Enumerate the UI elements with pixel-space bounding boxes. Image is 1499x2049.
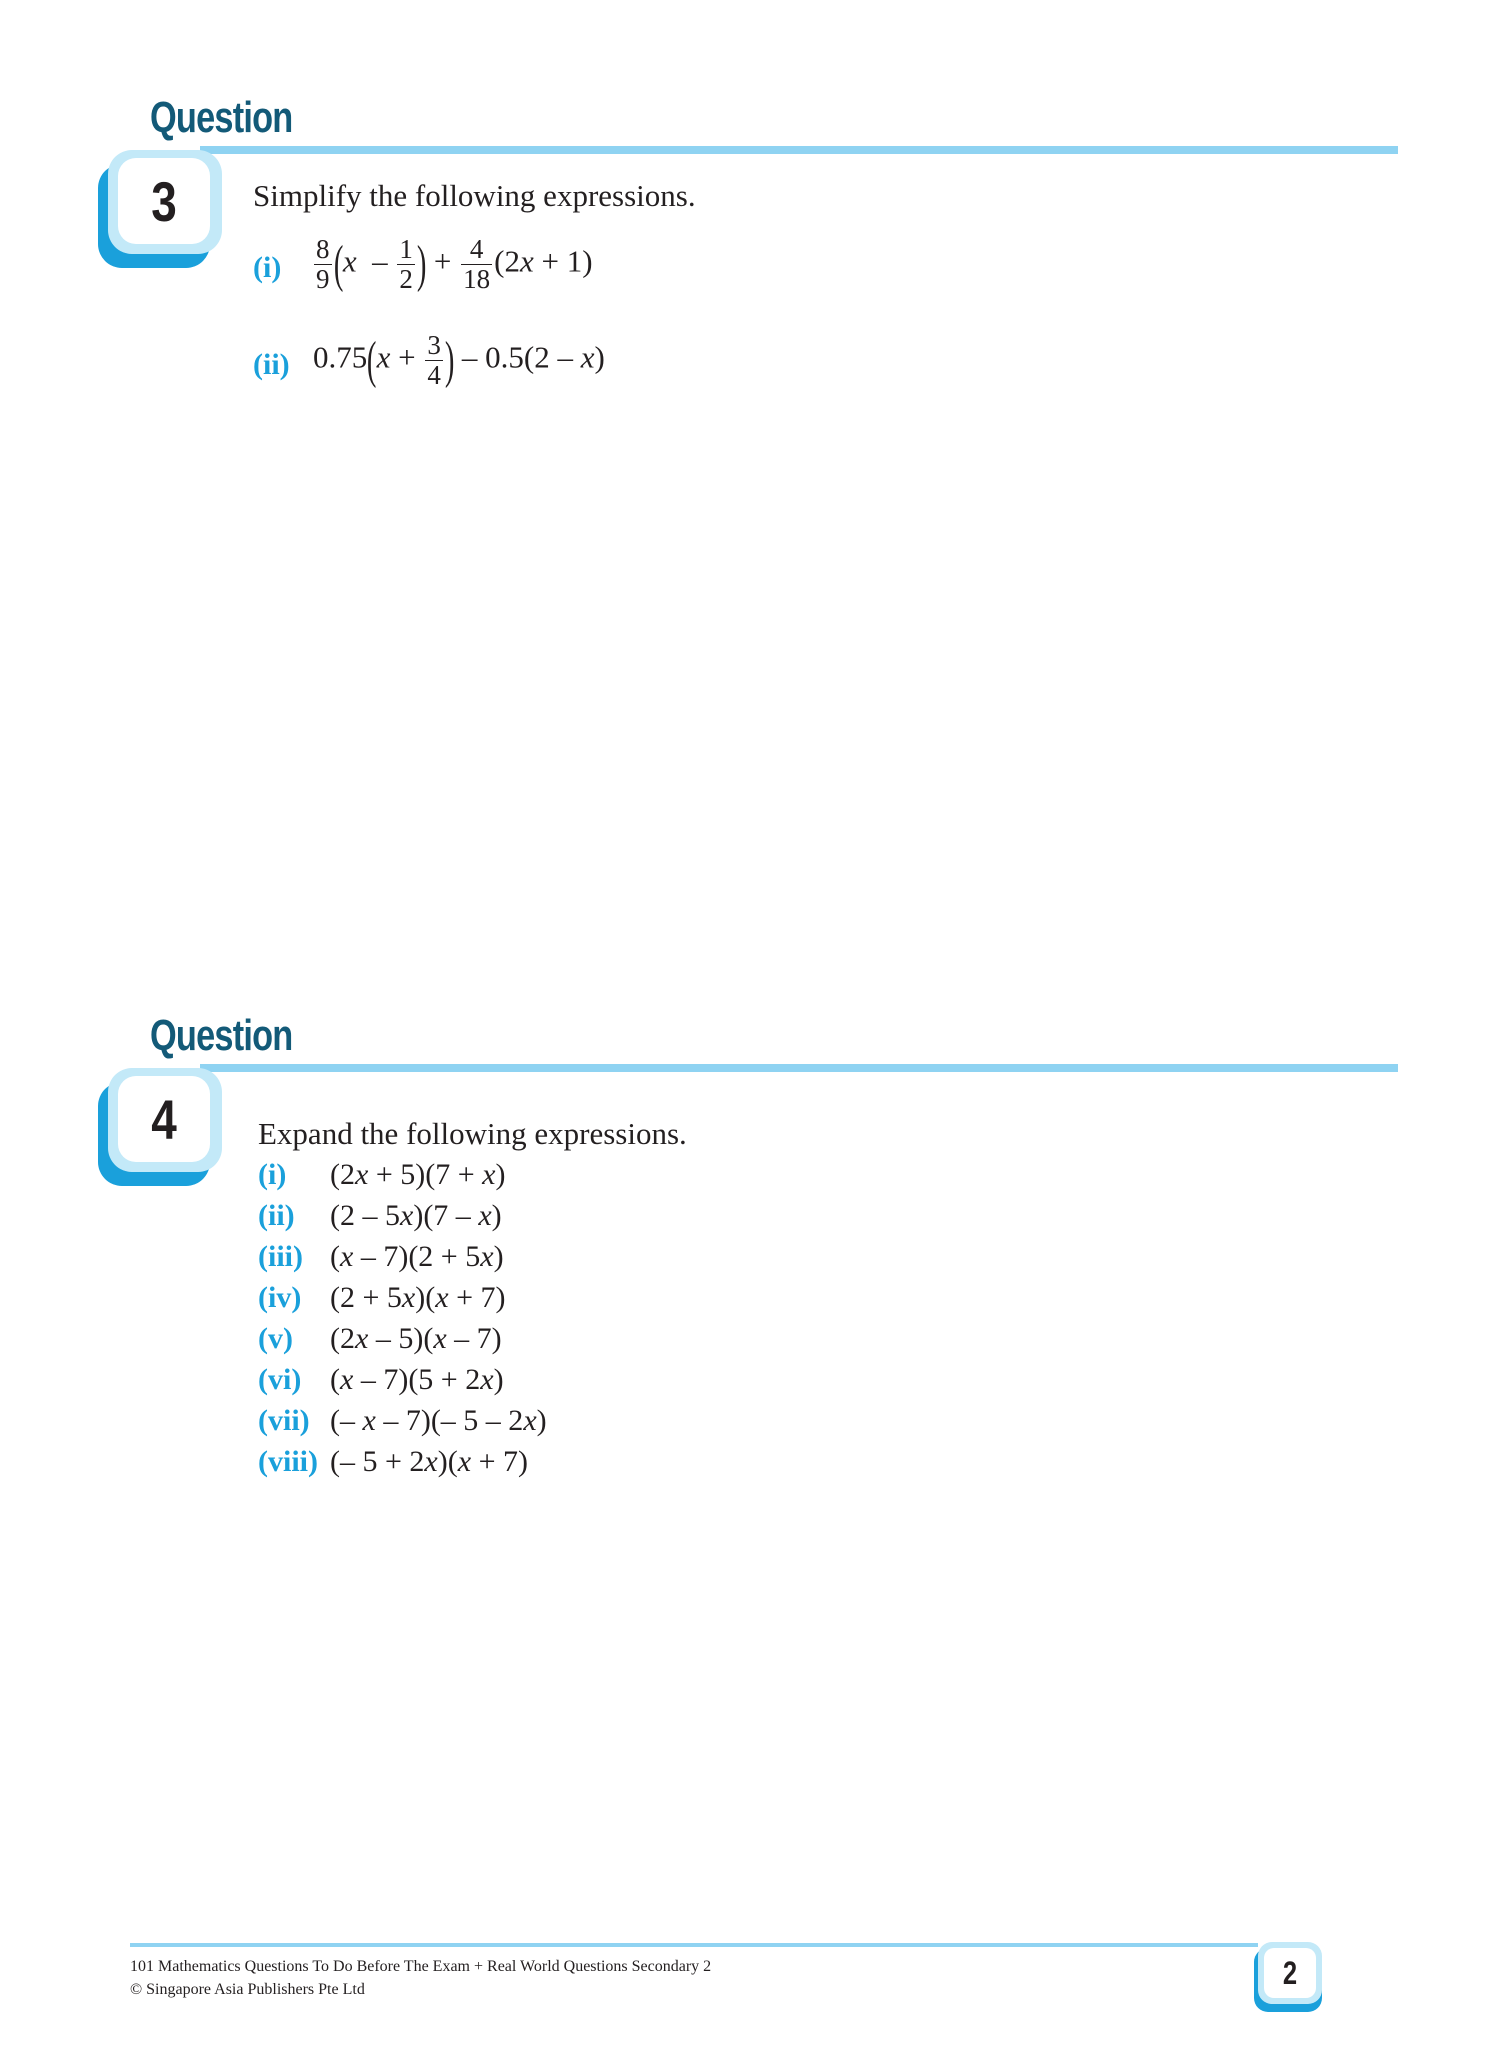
item-label: (i) [258, 1158, 287, 1191]
item-label: (v) [258, 1322, 293, 1355]
q3-part-label-ii: (ii) [253, 348, 290, 381]
list-item [258, 1240, 758, 1280]
fraction: $\frac{8}{9}$ [316, 234, 330, 294]
page-number: 2 [1282, 1954, 1298, 1991]
question-4-badge [98, 1068, 222, 1188]
list-item [258, 1199, 758, 1239]
question-4-rule [200, 1064, 1398, 1072]
question-3-number: 3 [151, 169, 177, 233]
item-expression: (2x + 5)(7 + x) [330, 1158, 506, 1191]
item-expression: (– x – 7)(– 5 – 2x) [330, 1404, 547, 1437]
item-expression: (– 5 + 2x)(x + 7) [330, 1445, 528, 1478]
question-3-rule [200, 146, 1398, 154]
question-3-heading: Question [150, 93, 293, 142]
question-4-prompt: Expand the following expressions. [258, 1116, 687, 1151]
page-number-badge [1252, 1940, 1324, 2014]
list-item [258, 1445, 758, 1485]
item-expression: (2x – 5)(x – 7) [330, 1322, 502, 1355]
q3-expression-ii: 0.75(x + $\frac{3}{4}$ ) – 0.5(2 – x) [313, 330, 605, 390]
item-label: (viii) [258, 1445, 318, 1478]
item-label: (ii) [258, 1199, 295, 1232]
question-3-prompt: Simplify the following expressions. [253, 178, 696, 213]
list-item [258, 1158, 758, 1198]
item-expression: (2 + 5x)(x + 7) [330, 1281, 506, 1314]
question-4-heading: Question [150, 1011, 293, 1060]
footer-rule [130, 1943, 1258, 1947]
question-3-badge [98, 150, 222, 270]
item-label: (iii) [258, 1240, 303, 1273]
footer-copyright: © Singapore Asia Publishers Pte Ltd [130, 1981, 365, 1998]
list-item [258, 1322, 758, 1362]
list-item [258, 1363, 758, 1403]
item-label: (vi) [258, 1363, 302, 1396]
fraction: $\frac{1}{2}$ [399, 234, 413, 294]
question-4-number: 4 [151, 1087, 177, 1151]
list-item [258, 1404, 758, 1444]
list-item [258, 1281, 758, 1321]
q3-expression-i: $\frac{8}{9}$ (x – $\frac{1}{2}$ ) + $\frac{4}{18}$ (2x + 1) [316, 234, 593, 294]
footer-book-title: 101 Mathematics Questions To Do Before The Exam + Real World Questions Secondary 2 [130, 1958, 712, 1975]
fraction: $\frac{3}{4}$ [427, 330, 441, 390]
item-expression: (2 – 5x)(7 – x) [330, 1199, 502, 1232]
item-expression: (x – 7)(5 + 2x) [330, 1363, 504, 1396]
fraction: $\frac{4}{18}$ [463, 234, 491, 294]
item-label: (iv) [258, 1281, 302, 1314]
item-expression: (x – 7)(2 + 5x) [330, 1240, 504, 1273]
item-label: (vii) [258, 1404, 310, 1437]
q3-part-label-i: (i) [253, 251, 282, 284]
